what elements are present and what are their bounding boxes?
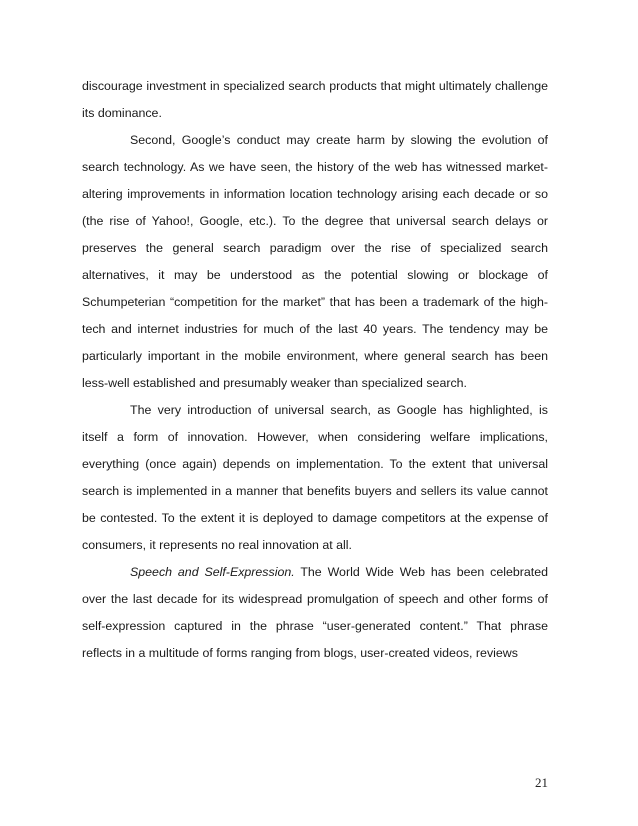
paragraph-search-evolution: [82, 127, 548, 397]
page-number: 21: [535, 775, 548, 790]
paragraph-universal-search-innovation: [82, 397, 548, 559]
body-text: [82, 73, 548, 667]
paragraph-text: discourage investment in specialized search products that might ultimately challenge its dominance.: [82, 79, 548, 120]
paragraph-speech-self-expression: [82, 559, 548, 667]
section-lead-in: Speech and Self-Expression.: [130, 565, 295, 579]
paragraph-text: The very introduction of universal search, as Google has highlighted, is itself a form of innovation. However, when considering welfare implications, everything (once again) depends on implementation. To the extent that universal search is implemented in a manner that benefits buyers and sellers its value cannot be contested. To the extent it is deployed to damage competitors at the expense of consumers, it represents no real innovation at all.: [82, 403, 548, 552]
paragraph-text: Second, Google’s conduct may create harm by slowing the evolution of search technology. As we have seen, the history of the web has witnessed market-altering improvements in information location technology arising each decade or so (the rise of Yahoo!, Google, etc.). To the degree that universal search delays or preserves the general search paradigm over the rise of specialized search alternatives, it may be understood as the potential slowing or blockage of Schumpeterian “competition for the market” that has been a trademark of the high-tech and internet industries for much of the last 40 years. The tendency may be particularly important in the mobile environment, where general search has been less-well established and presumably weaker than specialized search.: [82, 133, 548, 390]
paragraph-continuation: [82, 73, 548, 127]
paragraph-text: The World Wide Web has been celebrated over the last decade for its widespread promulgation of speech and other forms of self-expression captured in the phrase “user-generated content.” That phrase reflects in a multitude of forms ranging from blogs, user-created videos, reviews: [82, 565, 549, 660]
